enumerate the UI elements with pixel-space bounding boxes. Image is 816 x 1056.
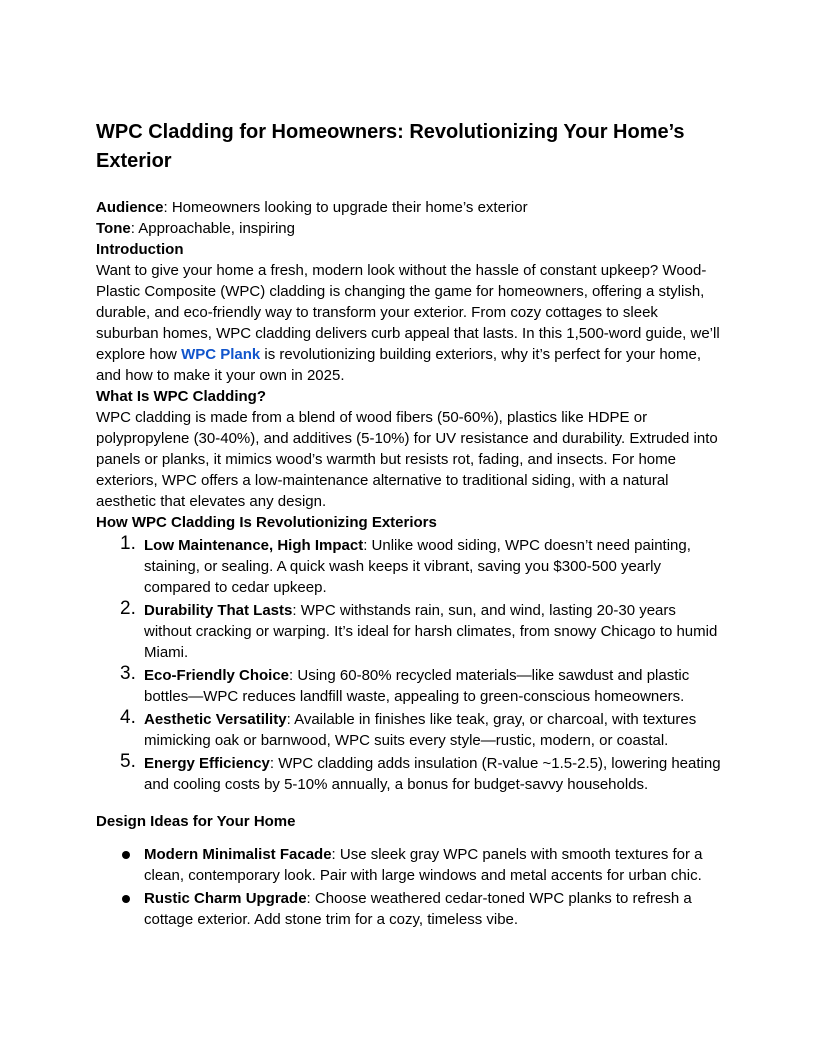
- design-ideas-list: [96, 844, 722, 930]
- how-heading: How WPC Cladding Is Revolutionizing Exteriors: [96, 514, 437, 531]
- list-item-label: Eco-Friendly Choice: [144, 667, 290, 684]
- list-item: [96, 600, 722, 663]
- what-is-paragraph: WPC cladding is made from a blend of wood fibers (50-60%), plastics like HDPE or polypropylene (30-40%), and additives (5-10%) for UV resistance and durability. Extruded into panels or planks, it mimics wood’s warmth but resists rot, fading, and insects. For home exteriors, WPC offers a low-maintenance alternative to traditional siding, with a natural aesthetic that elevates any design.: [96, 409, 718, 510]
- list-item-text: : WPC cladding adds insulation (R-value ~1.5-2.5), lowering heating and cooling costs by 5-10% annually, a bonus for budget-savvy households.: [144, 755, 721, 793]
- what-is-heading: What Is WPC Cladding?: [96, 388, 266, 405]
- list-item-text: : Using 60-80% recycled materials—like sawdust and plastic bottles—WPC reduces landfill waste, appealing to green-conscious homeowners.: [144, 667, 690, 705]
- list-number: 4.: [120, 707, 136, 728]
- list-item: [96, 888, 722, 930]
- list-item-label: Rustic Charm Upgrade: [144, 890, 307, 907]
- list-number: 5.: [120, 751, 136, 772]
- spacer: [96, 797, 722, 811]
- list-item-label: Durability That Lasts: [144, 602, 293, 619]
- list-item-label: Aesthetic Versatility: [144, 711, 287, 728]
- wpc-plank-link[interactable]: WPC Plank: [181, 346, 261, 363]
- audience-label: Audience: [96, 199, 164, 216]
- list-item-text: : Unlike wood siding, WPC doesn’t need painting, staining, or sealing. A quick wash keeps it vibrant, saving you $300-500 yearly compared to cedar upkeep.: [144, 537, 691, 596]
- list-item: [96, 535, 722, 598]
- spacer: [96, 832, 722, 844]
- audience-value: : Homeowners looking to upgrade their home’s exterior: [163, 199, 528, 216]
- list-item-label: Low Maintenance, High Impact: [144, 537, 364, 554]
- list-item: [96, 844, 722, 886]
- tone-value: : Approachable, inspiring: [130, 220, 295, 237]
- list-item-text: : Available in finishes like teak, gray, or charcoal, with textures mimicking oak or barnwood, WPC suits every style—rustic, modern, or coastal.: [144, 711, 697, 749]
- page-title: WPC Cladding for Homeowners: Revolutionizing Your Home’s Exterior: [96, 121, 685, 172]
- document-page: [96, 118, 722, 932]
- benefits-list: [96, 535, 722, 795]
- intro-text-after: is revolutionizing building exteriors, why it’s perfect for your home, and how to make it your own in 2025.: [96, 346, 702, 384]
- list-item-text: : Use sleek gray WPC panels with smooth textures for a clean, contemporary look. Pair with large windows and metal accents for urban chic.: [144, 846, 703, 884]
- list-number: 1.: [120, 533, 136, 554]
- list-item-text: : WPC withstands rain, sun, and wind, lasting 20-30 years without cracking or warping. It’s ideal for harsh climates, from snowy Chicago to humid Miami.: [144, 602, 718, 661]
- introduction-paragraph: [96, 260, 722, 386]
- bullet-icon: [122, 895, 130, 903]
- audience-line: [96, 197, 722, 218]
- list-item: [96, 753, 722, 795]
- list-item-text: : Choose weathered cedar-toned WPC planks to refresh a cottage exterior. Add stone trim for a cozy, timeless vibe.: [144, 890, 692, 928]
- tone-line: [96, 218, 722, 239]
- bullet-icon: [122, 851, 130, 859]
- list-item: [96, 709, 722, 751]
- intro-text-before: Want to give your home a fresh, modern look without the hassle of constant upkeep? Wood-Plastic Composite (WPC) cladding is changing the game for homeowners, offering a stylish, durable, and eco-friendly way to transform your exterior. From cozy cottages to sleek suburban homes, WPC cladding delivers curb appeal that lasts. In this 1,500-word guide, we’ll explore how: [96, 262, 720, 363]
- list-item: [96, 665, 722, 707]
- list-number: 3.: [120, 663, 136, 684]
- list-item-label: Modern Minimalist Facade: [144, 846, 332, 863]
- list-number: 2.: [120, 598, 136, 619]
- tone-label: Tone: [96, 220, 131, 237]
- design-heading: Design Ideas for Your Home: [96, 813, 296, 830]
- introduction-heading: Introduction: [96, 241, 184, 258]
- list-item-label: Energy Efficiency: [144, 755, 270, 772]
